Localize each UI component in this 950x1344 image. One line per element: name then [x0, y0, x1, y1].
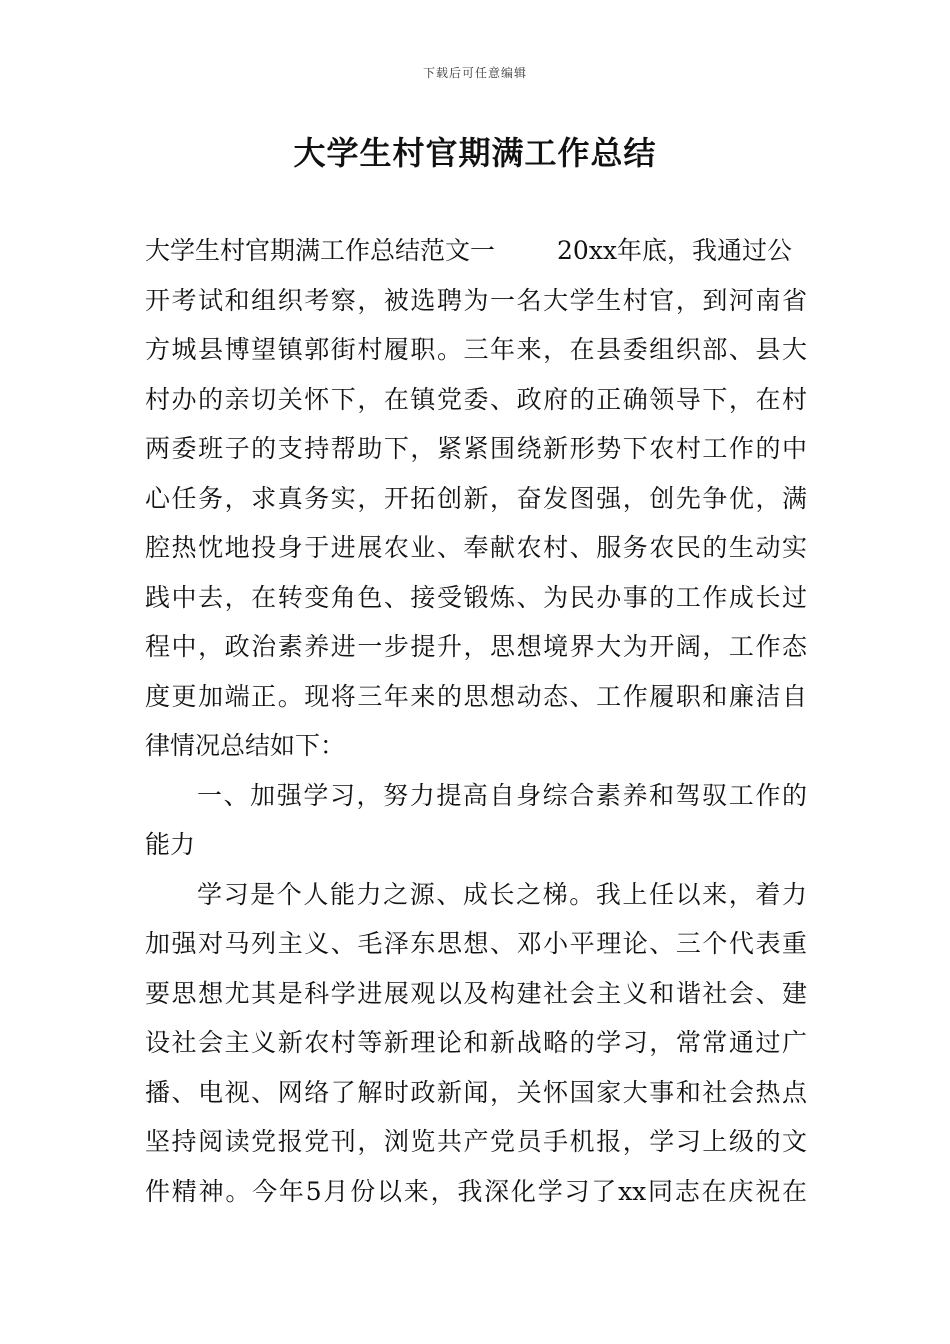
intro-line: 程中，政治素养进一步提升，思想境界大为开阔，工作态: [145, 632, 807, 661]
intro-line: 方城县博望镇郭街村履职。三年来，在县委组织部、县大: [145, 335, 807, 364]
intro-line: 两委班子的支持帮助下，紧紧围绕新形势下农村工作的中: [145, 434, 807, 463]
paragraph-line: 要思想尤其是科学进展观以及构建社会主义和谐社会、建: [145, 978, 807, 1008]
paragraph-line: 设社会主义新农村等新理论和新战略的学习，常常通过广: [145, 1028, 807, 1057]
section-heading-line: 能力: [145, 830, 196, 859]
intro-line: 开考试和组织考察，被选聘为一名大学生村官，到河南省: [145, 285, 807, 315]
intro-line: 践中去，在转变角色、接受锻炼、为民办事的工作成长过: [145, 582, 807, 612]
intro-line: 律情况总结如下：: [145, 731, 346, 760]
paragraph-line: 播、电视、网络了解时政新闻，关怀国家大事和社会热点: [145, 1077, 807, 1107]
paragraph-line: 学习是个人能力之源、成长之梯。我上任以来，着力: [197, 879, 807, 909]
document-body: [145, 226, 807, 1216]
intro-line: 腔热忱地投身于进展农业、奉献农村、服务农民的生动实: [145, 533, 807, 562]
intro-line: 心任务，求真务实，开拓创新，奋发图强，创先争优，满: [145, 483, 807, 513]
intro-line: 度更加端正。现将三年来的思想动态、工作履职和廉洁自: [145, 681, 807, 711]
header-note: 下载后可任意编辑: [422, 66, 527, 80]
intro-lead: 大学生村官期满工作总结范文一: [145, 236, 496, 265]
intro-line-text: 20xx年底，我通过公: [557, 236, 793, 265]
paragraph-line: 坚持阅读党报党刊，浏览共产党员手机报，学习上级的文: [145, 1127, 807, 1156]
intro-line: 村办的亲切关怀下，在镇党委、政府的正确领导下，在村: [145, 384, 807, 414]
section-heading-line: 一、加强学习，努力提高自身综合素养和驾驭工作的: [197, 780, 807, 810]
document-title: 大学生村官期满工作总结: [293, 134, 657, 172]
paragraph-line: 件精神。今年5月份以来，我深化学习了xx同志在庆祝在: [145, 1176, 807, 1206]
intro-line-1: [145, 226, 807, 276]
paragraph-line: 加强对马列主义、毛泽东思想、邓小平理论、三个代表重: [145, 929, 807, 958]
